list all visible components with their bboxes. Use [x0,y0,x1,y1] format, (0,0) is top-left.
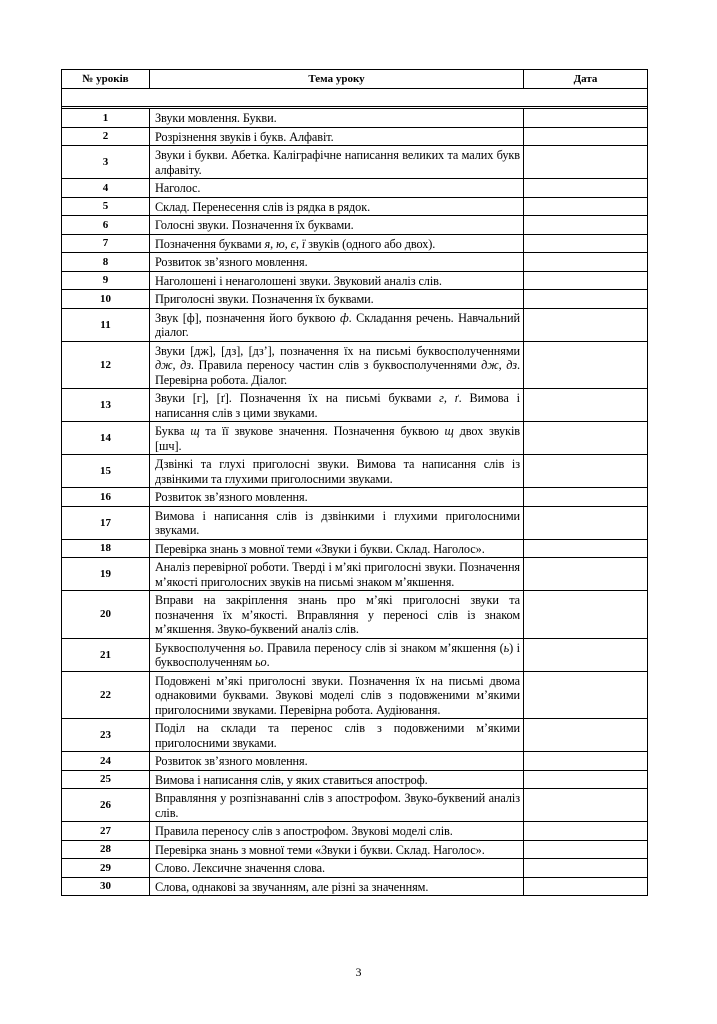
topic-text: Звук [ф], позначення його буквою [155,310,340,325]
lesson-number: 25 [62,770,150,789]
lesson-topic [150,341,524,389]
table-row [62,877,648,896]
lesson-number: 7 [62,234,150,253]
lesson-number: 8 [62,253,150,272]
table-row [62,840,648,859]
lesson-topic: Вправляння у розпізнаванні слів з апострофом. Звуко-буквений аналіз слів. [150,789,524,822]
lesson-date-cell[interactable] [524,877,648,896]
empty-spacer-row [62,89,648,107]
lesson-topic: Подовжені м’які приголосні звуки. Позначення їх на письмі двома однаковими буквами. Звукові моделі слів з подовженими м’якими приголосними звуками. Перевірна робота. Аудіювання. [150,671,524,719]
lesson-number: 9 [62,271,150,290]
topic-text: двох звуків [шч]. [155,424,520,453]
lesson-number: 6 [62,216,150,235]
lesson-number: 28 [62,840,150,859]
lesson-topic [150,308,524,341]
lesson-topic: Приголосні звуки. Позначення їх буквами. [150,290,524,309]
italic-letter: ф [339,310,349,325]
table-row [62,109,648,128]
lesson-date-cell[interactable] [524,179,648,198]
table-row [62,179,648,198]
lesson-date-cell[interactable] [524,308,648,341]
italic-letter: я [264,236,271,251]
lesson-number: 17 [62,506,150,539]
lesson-topic: Голосні звуки. Позначення їх буквами. [150,216,524,235]
lesson-date-cell[interactable] [524,127,648,146]
topic-text: , [270,236,277,251]
header-lesson-number: № уроків [62,70,150,89]
italic-letter: ьо [255,655,267,669]
table-row [62,591,648,639]
lesson-number: 13 [62,389,150,422]
lesson-topic: Розвиток зв’язного мовлення. [150,253,524,272]
table-row [62,341,648,389]
lesson-date-cell[interactable] [524,638,648,671]
lesson-date-cell[interactable] [524,770,648,789]
table-row [62,216,648,235]
italic-letter: є [290,236,296,251]
table-row [62,455,648,488]
lesson-topic: Склад. Перенесення слів із рядка в рядок. [150,197,524,216]
lesson-topic: Наголошені і ненаголошені звуки. Звуковий аналіз слів. [150,271,524,290]
lesson-topic: Звуки і букви. Абетка. Каліграфічне написання великих та малих букв алфавіту. [150,146,524,179]
lesson-date-cell[interactable] [524,216,648,235]
table-row [62,822,648,841]
lesson-number: 23 [62,719,150,752]
lesson-topic: Вимова і написання слів із дзвінкими і глухими приголосними звуками. [150,506,524,539]
lesson-number: 30 [62,877,150,896]
lesson-date-cell[interactable] [524,719,648,752]
empty-spacer-cell [62,89,648,107]
lesson-topic [150,422,524,455]
lesson-date-cell[interactable] [524,789,648,822]
table-row [62,127,648,146]
lesson-date-cell[interactable] [524,290,648,309]
lesson-number: 18 [62,539,150,558]
italic-letter: щ [190,424,200,438]
table-row [62,859,648,878]
table-row [62,308,648,341]
italic-letter: дж, дз [155,358,191,372]
lesson-date-cell[interactable] [524,558,648,591]
lesson-topic [150,234,524,253]
table-row [62,671,648,719]
lesson-number: 1 [62,109,150,128]
lesson-number: 10 [62,290,150,309]
table-row [62,197,648,216]
lesson-list [62,89,648,896]
lesson-date-cell[interactable] [524,109,648,128]
lesson-topic: Перевірка знань з мовної теми «Звуки і букви. Склад. Наголос». [150,539,524,558]
lesson-date-cell[interactable] [524,146,648,179]
topic-text: Позначення буквами [155,236,265,251]
topic-text: Звуки [г], [ґ]. Позначення їх на письмі буквами [155,391,440,405]
table-row [62,389,648,422]
table-row [62,488,648,507]
lesson-topic: Звуки мовлення. Букви. [150,109,524,128]
lesson-number: 5 [62,197,150,216]
lesson-number: 14 [62,422,150,455]
lesson-topic: Поділ на склади та перенос слів з подовженими м’якими приголосними звуками. [150,719,524,752]
table-row [62,253,648,272]
lesson-topic: Слова, однакові за звучанням, але різні за значенням. [150,877,524,896]
italic-letter: щ [444,424,454,438]
lesson-topic: Дзвінкі та глухі приголосні звуки. Вимова та написання слів із дзвінкими та глухими приголосними звуками. [150,455,524,488]
table-row [62,271,648,290]
italic-letter: ьо [248,640,261,655]
header-lesson-topic: Тема уроку [150,70,524,89]
lesson-date-cell[interactable] [524,389,648,422]
italic-letter: ь [503,640,510,655]
table-row [62,234,648,253]
topic-text: . Перевірна робота. Діалог. [155,358,520,387]
italic-letter: дж, дз [481,358,518,372]
lesson-number: 24 [62,752,150,771]
lesson-date-cell[interactable] [524,422,648,455]
lesson-date-cell[interactable] [524,671,648,719]
lesson-date-cell[interactable] [524,591,648,639]
page-number: 3 [355,965,362,979]
topic-text: Буквосполучення [155,640,249,655]
lesson-plan-table [61,69,648,896]
lesson-topic: Вимова і написання слів, у яких ставиться апостроф. [150,770,524,789]
lesson-topic: Слово. Лексичне значення слова. [150,859,524,878]
topic-text: та її звукове значення. Позначення буквою [199,424,445,438]
lesson-topic: Наголос. [150,179,524,198]
lesson-date-cell[interactable] [524,341,648,389]
lesson-topic: Аналіз перевірної роботи. Тверді і м’які приголосні звуки. Позначення м’якості приголосних звуків на письмі знаком м’якшення. [150,558,524,591]
lesson-date-cell[interactable] [524,822,648,841]
lesson-topic: Розвиток зв’язного мовлення. [150,752,524,771]
topic-text: . Складання речень. Навчальний діалог. [155,310,520,339]
topic-text: , [284,236,291,251]
italic-letter: г, ґ [439,391,459,405]
topic-text: Буква [155,424,191,438]
lesson-date-cell[interactable] [524,197,648,216]
lesson-date-cell[interactable] [524,506,648,539]
lesson-number: 26 [62,789,150,822]
topic-text: звуків (одного або двох). [305,236,436,251]
lesson-date-cell[interactable] [524,455,648,488]
header-date: Дата [524,70,648,89]
lesson-topic [150,638,524,671]
lesson-number: 16 [62,488,150,507]
lesson-date-cell[interactable] [524,234,648,253]
lesson-number: 20 [62,591,150,639]
lesson-date-cell[interactable] [524,859,648,878]
lesson-date-cell[interactable] [524,271,648,290]
lesson-number: 2 [62,127,150,146]
topic-text: . Правила переносу слів зі знаком м’якшення ( [260,640,504,655]
topic-text: . [266,655,270,669]
lesson-date-cell[interactable] [524,840,648,859]
lesson-number: 3 [62,146,150,179]
topic-text: . Вимова і написання слів з цими звуками. [155,391,520,420]
table-header-row [62,70,648,89]
lesson-number: 21 [62,638,150,671]
table-row [62,506,648,539]
lesson-date-cell[interactable] [524,253,648,272]
lesson-topic: Правила переносу слів з апострофом. Звукові моделі слів. [150,822,524,841]
lesson-number: 19 [62,558,150,591]
table-row [62,770,648,789]
table-row [62,422,648,455]
italic-letter: ю [276,236,285,251]
lesson-number: 22 [62,671,150,719]
table-row [62,290,648,309]
lesson-number: 27 [62,822,150,841]
italic-letter: ї [301,236,306,251]
table-row [62,789,648,822]
table-row [62,752,648,771]
lesson-number: 4 [62,179,150,198]
table-row [62,146,648,179]
lesson-number: 29 [62,859,150,878]
lesson-number: 11 [62,308,150,341]
lesson-topic: Перевірка знань з мовної теми «Звуки і букви. Склад. Наголос». [150,840,524,859]
topic-text: Звуки [дж], [дз], [дз’], позначення їх на письмі буквосполученнями [155,343,520,358]
topic-text: . Правила переносу частин слів з буквосполученнями [190,358,482,372]
topic-text: ) і буквосполученням [155,640,520,669]
lesson-date-cell[interactable] [524,539,648,558]
lesson-number: 12 [62,341,150,389]
lesson-topic: Розвиток зв’язного мовлення. [150,488,524,507]
lesson-topic: Вправи на закріплення знань про м’які приголосні звуки та позначення їх м’якості. Вправляння у переносі слів із знаком м’якшення. Звуко-буквений аналіз слів. [150,591,524,639]
lesson-topic [150,389,524,422]
lesson-topic: Розрізнення звуків і букв. Алфавіт. [150,127,524,146]
table-row [62,558,648,591]
lesson-date-cell[interactable] [524,752,648,771]
table-row [62,719,648,752]
table-row [62,539,648,558]
topic-text: , [295,236,302,251]
lesson-number: 15 [62,455,150,488]
table-row [62,638,648,671]
lesson-date-cell[interactable] [524,488,648,507]
